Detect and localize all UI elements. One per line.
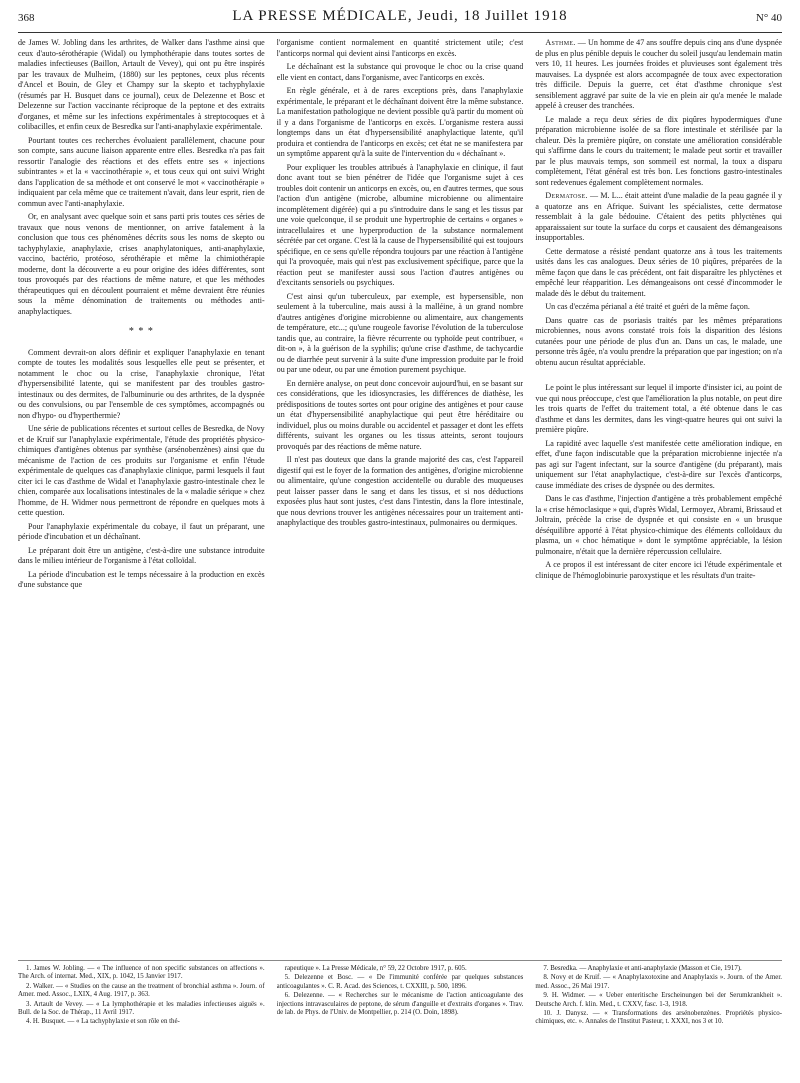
column-2 (277, 38, 524, 958)
issue-number: N° 40 (755, 12, 782, 24)
page-header (18, 8, 782, 34)
footnote: 2. Walker. — « Studies on the cause an the treatment of bronchial asthma ». Journ. of Amer. med. Assoc., LXIX, 4 Aug. 1917, p. 363. (18, 982, 265, 999)
section-separator: * * * (128, 326, 154, 337)
paragraph: Un cas d'eczéma périanal a été traité et guéri de la même façon. (545, 302, 750, 311)
paragraph-text: — Un homme de 47 ans souffre depuis cinq ans d'une dyspnée de plus en plus pénible depuis le coucher du soleil jusqu'au lendemain matin vers 10, 11 heures. Les journées froides et pluvieuses sont également très mauvaises. La dyspnée est alors accompagnée de toux avec expectoration très difficile. Depuis la guerre, cet état d'asthme chronique s'est sensiblement aggravé par suite de la vie en plein air qu'a menée le malade appelé à creuser des tranchées. (535, 38, 783, 110)
paragraph-dermatose (535, 191, 782, 244)
footnote: rapeutique ». La Presse Médicale, n° 59, 22 Octobre 1917, p. 605. (284, 965, 467, 972)
spacer (535, 371, 782, 383)
paragraph: A ce propos il est intéressant de citer encore ici l'étude expérimentale et clinique de l'hémoglobinurie paroxystique et les résultats d'un traite- (535, 560, 783, 580)
footnote: 5. Delezenne et Bosc. — « De l'immunité conférée par quelques substances anticoagulantes ». C. R. Acad. des Sciences, t. CXXIII, p. 500, 1896. (276, 974, 524, 990)
column-3 (535, 38, 782, 958)
footnote: 3. Artault de Vevey. — « La lymphothérapie et les maladies infectieuses aiguës ». Bull. de la Soc. de Thérap., 11 Avril 1917. (18, 1000, 265, 1017)
footnote: 9. H. Widmer. — « Ueber enteritische Erscheinungen bei der Serumkrankheit ». Deutsche Arch. f. klin. Med., t. CXXV, fasc. 1-3, 1918. (535, 992, 783, 1008)
paragraph: Le point le plus intéressant sur lequel il importe d'insister ici, au point de vue qui nous préoccupe, c'est que l'amélioration la plus notable, on peut dire les trois quarts de l'effet du traitement total, a été obtenue dans le cas d'asthme et dans les dermites, dans les vingt-quatre heures qui ont suivi la première piqûre. (535, 383, 783, 434)
header-rule (18, 32, 782, 33)
paragraph: Pour l'anaphylaxie expérimentale du cobaye, il faut un préparant, une période d'incubation et un déchaînant. (18, 521, 265, 541)
footnote: 1. James W. Jobling. — « The influence of non specific substances on affections ». The Arch. of internat. Med., XIX, p. 1042, 15 Janvier 1917. (18, 965, 265, 981)
paragraph: l'organisme contient normalement en quantité strictement utile; c'est l'anticorps normal qui devient ainsi l'anticorps en excès. (276, 38, 524, 58)
article-body (18, 38, 782, 958)
paragraph: La rapidité avec laquelle s'est manifestée cette amélioration indique, en effet, d'une façon indiscutable que la préparation microbienne injectée n'a pas agi sur l'agent infectant, sur la source d'antigène (du préparant), mais uniquement sur l'état anaphylactique, c'est-à-dire sur l'excès d'anticorps, cause immédiate des crises de dyspnée ou des dermites. (535, 438, 783, 490)
footnote: 8. Novy et de Kruif. — « Anaphylaxotoxine and Anaphylaxis ». Journ. of the Amer. med. Assoc., 26 Mai 1917. (535, 974, 783, 990)
footnotes (18, 960, 782, 1083)
footnote: 6. Delezenne. — « Recherches sur le mécanisme de l'action anticoagulante des injections intravasculaires de peptone, de sérum d'anguille et d'extraits d'organes ». Trav. de lab. de Phys. de l'Univ. de Montpellier, p. 214 (O. Doin, 1898). (276, 992, 524, 1017)
footnote-column-2 (277, 965, 524, 1083)
footnote-column-3 (535, 965, 782, 1083)
paragraph: Dans le cas d'asthme, l'injection d'antigène a très probablement empêché la « crise hémoclasique » qui, d'après Widal, Lermoyez, Abrami, Brissaud et Joltrain, précède la crise de dyspnée et qui consiste en « un brusque déséquilibre apporté à l'état physico-chimique des éléments colloïdaux du plasma, un « choc hématique » dont le symptôme appréciable, la lésion pulmonaire, n'était que la dernière répercussion cellulaire. (535, 494, 783, 556)
paragraph: Pour expliquer les troubles attribués à l'anaphylaxie en clinique, il faut donc avant tout se bien pénétrer de l'idée que l'organisme sujet à ces troubles doit contenir un anticorps en excès, ou, en d'autres termes, que sous l'action d'un antigène (microbe, albumine microbienne ou alimentaire incomplètement digérée) qui a pu s'introduire dans le sang et les tissus par une voie quelconque, il se produit une hypertrophie de certains « organes » intracellulaires et une hyperproduction de la substance normalement sécrétée par cet organe. C'est là la cause de l'hypersensibilité qui est toujours spécifique, en ce sens qu'elle répondra toujours par une réaction à l'antigène qui l'a provoquée, mais qui n'est pas exclusivement spécifique, parce que la réaction peut se manifester aussi sous l'action d'autres antigènes ou d'excitants sensoriels ou psychiques. (276, 162, 524, 287)
paragraph: Une série de publications récentes et surtout celles de Besredka, de Novy et de Kruif sur l'anaphylaxie expérimentale, l'étude des propriétés physico-chimiques d'antigènes obtenus par synthèse (arsénobenzènes) ainsi que du mécanisme de l'action de ces produits sur l'organisme et enfin l'étude expérimentale de quelques cas d'anaphylaxie clinique, parmi lesquels il faut citer ici le cas d'asthme de Widal et l'anaphylaxie gastro-intestinale chez le chien, comparée aux localisations intestinales de la « maladie sérique » chez l'homme, de H. Widmer nous permettront de répondre en quelques mots à cette question. (18, 424, 265, 517)
paragraph: Le déchaînant est la substance qui provoque le choc ou la crise quand elle vient en contact, dans l'organisme, avec l'anticorps en excès. (276, 62, 524, 82)
case-label: Asthme. (545, 38, 576, 47)
paragraph: En règle générale, et à de rares exceptions près, dans l'anaphylaxie expérimentale, le préparant et le déchaînant doivent être la même substance. La manifestation pathologique ne devient possible qu'à partir du moment où il y a dans l'organisme de l'anticorps en excès. L'organisme restera aussi longtemps dans un état d'hypersensibilité anaphylactique latente, qu'il produira et contiendra de l'anticorps en excès; cet état ne se manifestera par un symptôme apparent qu'à la suite de l'intervention du « déchaînant ». (276, 86, 524, 158)
paragraph-asthme (535, 38, 782, 112)
paragraph: C'est ainsi qu'un tuberculeux, par exemple, est hypersensible, non seulement à la tuberculine, mais aussi à la malléine, à un grand nombre d'autres antigènes d'origine microbienne ou alimentaire, aux changements de température, etc...; qu'une rougeole favorise l'évolution de la tuberculose tandis que, au contraire, la fièvre récurrente ou typhoïde peut contribuer, « dit-on », à la guérison de la syphilis; qu'une crise d'asthme, de tachycardie ou de diarrhée peut survenir à la suite d'une impression produite par le froid ou par une odeur, ou par une émotion purement psychique. (276, 291, 524, 374)
paragraph: Le malade a reçu deux séries de dix piqûres hypodermiques d'une préparation microbienne isolée de sa flore intestinale et stérilisée par la chaleur. Dès la première piqûre, on constate une amélioration considérable qui s'affirme dans le cours du traitement; le malade peut sortir et travailler par le plus mauvais temps, son sommeil est normal, la toux a disparu complètement, l'état général est très bon. Les fonctions gastro-intestinales sont redevenues également complètement normales. (535, 114, 783, 187)
paragraph: Dans quatre cas de psoriasis traités par les mêmes préparations microbiennes, nous avons constaté trois fois la disparition des lésions cutanées pour une période de plus d'un an. Dans un cas, le malade, une personne très âgée, n'a voulu prendre la préparation que par ingestion; on n'a obtenu aucun résultat appréciable. (535, 315, 783, 367)
paragraph: Pourtant toutes ces recherches évoluaient parallèlement, chacune pour son compte, sans aucune liaison apparente entre elles. Besredka n'a pas fait ressortir l'analogie des réactions et des effets entre ses « injections subintrantes » et la « vaccinothérapie », et tous ceux qui ont suivi Wright dans l'application de sa méthode et ont conservé le mot « vaccinothérapie » indiquaient par cela même que ce traitement n'avait, dans leur esprit, rien de commun avec l'anti-anaphylaxie. (18, 135, 265, 208)
journal-title: LA PRESSE MÉDICALE, Jeudi, 18 Juillet 1918 (232, 8, 568, 24)
paragraph: de James W. Jobling dans les arthrites, de Walker dans l'asthme ainsi que ceux d'auto-sérothérapie (Widal) ou lymphothérapie dans toutes sortes de maladies infectieuses (Baillon, Artault de Vevey), qui ont pu être inspirés par les travaux de Mulheim, (1880) sur les peptones, ceux plus récents d'Ancel et Bouin, de Gley et Champy sur la skepto et tachyphylaxie (résumés par H. Busquet dans ce journal), ceux de Delezenne et Bosc et Delezenne sur l'action vaccinante réciproque de la peptone et des extraits d'organes, et même sur les infections expérimentales à streptocoques et à colibacilles, et enfin ceux de Besredka sur l'anti-anaphylaxie expérimentale. (18, 38, 265, 131)
paragraph: En dernière analyse, on peut donc concevoir aujourd'hui, en se basant sur ces considérations, que les idiosyncrasies, les différences de diathèse, les prédispositions de toutes sortes ont pour origine des antigènes et pour cause un état d'hypersensibilité anaphylactique qui peut être héréditaire ou individuel, plus ou moins durable ou accidentel et passager et dont les effets différents, suivant les organes ou les tissus atteints, seront toujours provoqués par des réactions de même nature. (276, 378, 524, 451)
case-label: Dermatose. (545, 191, 588, 200)
paragraph: Le préparant doit être un antigène, c'est-à-dire une substance introduite dans le milieu intérieur de l'organisme à l'état colloïdal. (18, 545, 265, 565)
footnote-column-1 (18, 965, 265, 1083)
footnote: 10. J. Danysz. — « Transformations des arsénobenzènes. Propriétés physico-chimiques, etc. ». Annales de l'Institut Pasteur, t. XXXI, nos 3 et 10. (535, 1010, 783, 1026)
paragraph: La période d'incubation est le temps nécessaire à la production en excès d'une substance que (18, 569, 265, 589)
paragraph: Cette dermatose a résisté pendant quatorze ans à tous les traitements usités dans les cas analogues. Deux séries de 10 piqûres, préparées de la même façon que dans le cas précédent, ont fait disparaître les phlyctènes et empêché leur réapparition. Les démangeaisons ont cessé d'incommoder le malade dès le début du traitement. (535, 246, 783, 298)
paragraph: Il n'est pas douteux que dans la grande majorité des cas, c'est l'appareil digestif qui est le foyer de la formation des antigènes, d'origine microbienne ou alimentaire, qu'une congestion accidentelle ou durable des muqueuses peut laisser passer dans le sang et dans les tissus, et si nos déductions exposées plus haut sont justes, c'est dans l'intestin, dans la flore intestinale, que nous devrions trouver les antigènes nécessaires pour un traitement anti-anaphylactique des troubles gastro-intestinaux, pulmonaires ou dermiques. (276, 455, 524, 527)
footnote: 7. Besredka. — Anaphylaxie et anti-anaphylaxie (Masson et Cie, 1917). (543, 965, 742, 972)
column-1 (18, 38, 265, 958)
paragraph: Or, en analysant avec quelque soin et sans parti pris toutes ces séries de travaux que nous venons de mentionner, on arrive fatalement à la conclusion que tous ces phénomènes décrits sous les noms de skepto ou tachyphylaxie, anaphylaxie, crises anaphylatoniques, anti-anaphylaxie, vaccino, bactério, protéoso, sérothérapie et même la chimiothérapie moderne, dont la découverte a eu pour origine des idées différentes, sont tous provoqués par des réactions de même nature, et que les méthodes thérapeutiques qui en découlent pourraient et même devraient être réunies sous la même dénomination de traitements ou méthodes anti-anaphylactiques. (18, 212, 265, 316)
paragraph-text: — M. L... était atteint d'une maladie de la peau gagnée il y a quatorze ans en Afrique. Suivant les spécialistes, cette dermatose ressemblait à la gale bédouine. C'étaient des petits phlyctènes qui apparaissaient sur toute la surface du corps et causaient des démangeaisons insupportables. (535, 191, 783, 242)
paragraph: Comment devrait-on alors définir et expliquer l'anaphylaxie en tenant compte de toutes les modalités sous lesquelles elle peut se présenter, et notamment le choc ou la crise, l'anaphylaxie chronique, l'état d'hypersensibilité latente, qui se manifestent par des troubles gastro-intestinaux ou des dermites, de l'albuminurie ou des arthrites, de la dyspnée ou des convulsions, ou par l'ensemble de ces symptômes, accompagnés ou non d'hypo- ou d'hyperthermie? (18, 347, 265, 420)
footnote: 4. H. Busquet. — « La tachyphylaxie et son rôle en thé- (26, 1018, 180, 1026)
page-number: 368 (18, 12, 35, 24)
